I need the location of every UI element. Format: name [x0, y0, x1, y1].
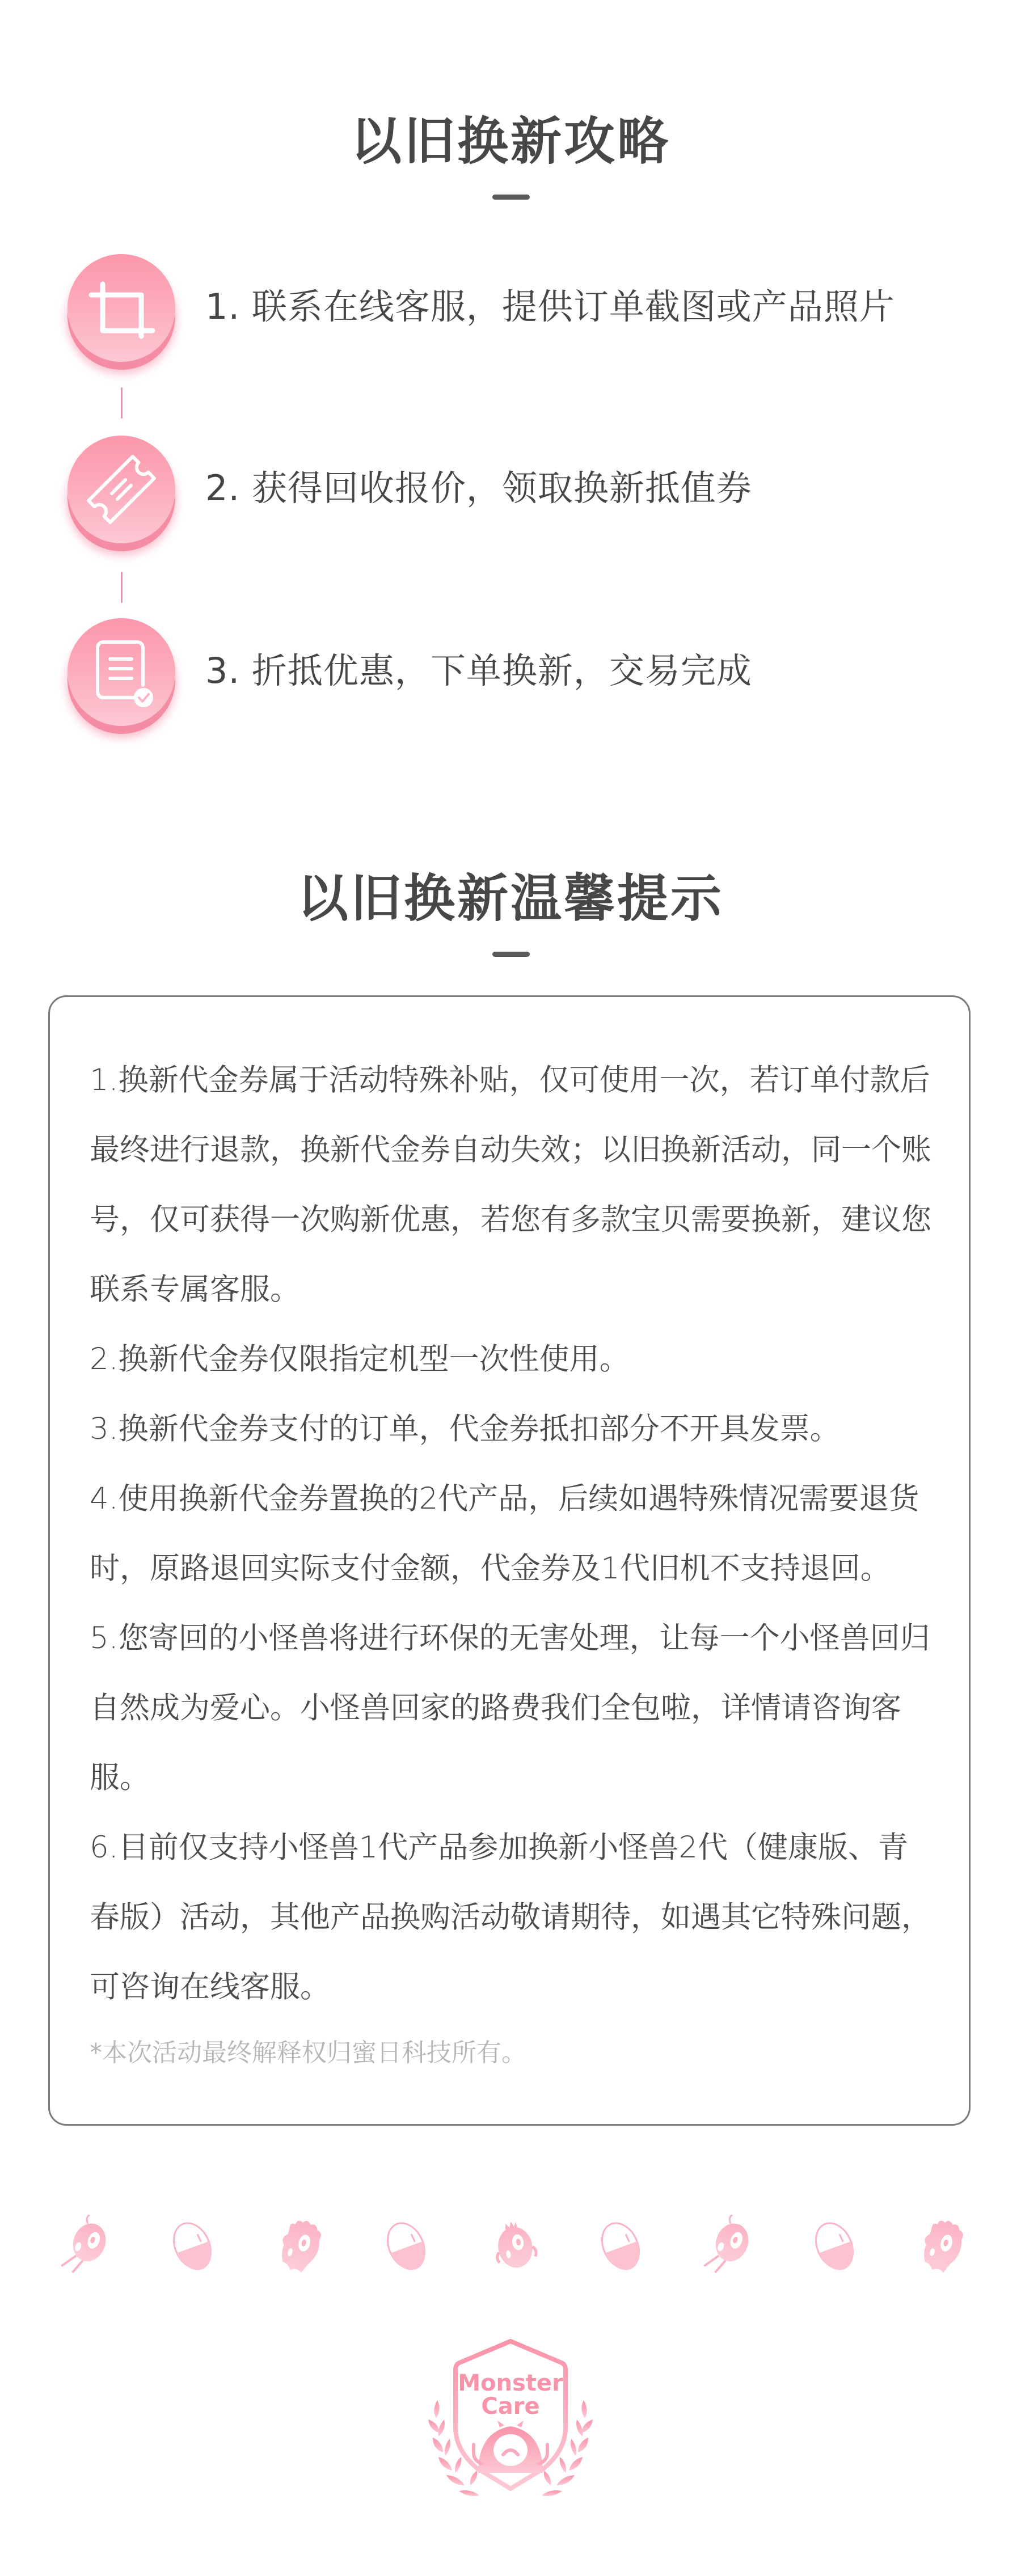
guide-title: 以旧换新攻略 — [351, 112, 670, 171]
tips-title: 以旧换新温馨提示 — [297, 869, 724, 928]
tips-box — [48, 995, 971, 2126]
brand-line-2: Care — [481, 2393, 540, 2419]
tip-item-4: 4.使用换新代金券置换的2代产品，后续如遇特殊情况需要退货时，原路退回实际支付金额，代金券及1代旧机不支持退回。 — [90, 1481, 919, 1586]
step-connector — [121, 387, 123, 419]
egg-icon — [161, 2215, 223, 2277]
monster-b-icon — [910, 2215, 973, 2277]
tip-item-1: 1.换新代金券属于活动特殊补贴，仅可使用一次，若订单付款后最终进行退款，换新代金券自动失效；以旧换新活动，同一个账号，仅可获得一次购新优惠，若您有多款宝贝需要换新，建议您联系专属客服。 — [90, 1063, 931, 1307]
step-2-badge — [67, 436, 175, 552]
egg-icon — [589, 2215, 652, 2277]
shield-laurel-icon — [417, 2337, 604, 2524]
tip-item-6: 6.目前仅支持小怪兽1代产品参加换新小怪兽2代（健康版、青春版）活动，其他产品换购活动敬请期待，如遇其它特殊问题，可咨询在线客服。 — [90, 1830, 931, 2004]
guide-title-divider — [492, 195, 530, 200]
crop-icon — [67, 254, 175, 362]
step-3 — [0, 618, 1021, 743]
monster-a-icon — [697, 2215, 759, 2277]
step-1-text: 1. 联系在线客服，提供订单截图或产品照片 — [205, 286, 895, 327]
monster-b-icon — [268, 2215, 331, 2277]
tips-list — [90, 1045, 935, 2084]
monster-c-icon — [482, 2215, 545, 2277]
monster-a-icon — [54, 2215, 116, 2277]
step-2-text: 2. 获得回收报价，领取换新抵值券 — [205, 467, 752, 509]
brand-line-1: Monster — [458, 2370, 563, 2396]
step-1-badge — [67, 254, 175, 370]
decorative-icon-row — [54, 2215, 973, 2277]
tip-item-2: 2.换新代金券仅限指定机型一次性使用。 — [90, 1342, 630, 1376]
ticket-icon — [67, 436, 175, 543]
egg-icon — [375, 2215, 437, 2277]
step-3-badge — [67, 618, 175, 734]
step-connector — [121, 572, 123, 603]
step-1 — [0, 254, 1021, 379]
step-3-text: 3. 折抵优惠，下单换新，交易完成 — [205, 650, 752, 691]
tip-item-3: 3.换新代金券支付的订单，代金券抵扣部分不开具发票。 — [90, 1412, 840, 1446]
tips-title-divider — [492, 952, 530, 957]
document-check-icon — [67, 618, 175, 726]
egg-icon — [803, 2215, 866, 2277]
step-2 — [0, 436, 1021, 560]
monster-care-logo — [417, 2337, 604, 2524]
disclaimer-note: *本次活动最终解释权归蜜日科技所有。 — [90, 2038, 526, 2067]
tip-item-5: 5.您寄回的小怪兽将进行环保的无害处理，让每一个小怪兽回归自然成为爱心。小怪兽回家的路费我们全包啦，详情请咨询客服。 — [90, 1621, 930, 1795]
